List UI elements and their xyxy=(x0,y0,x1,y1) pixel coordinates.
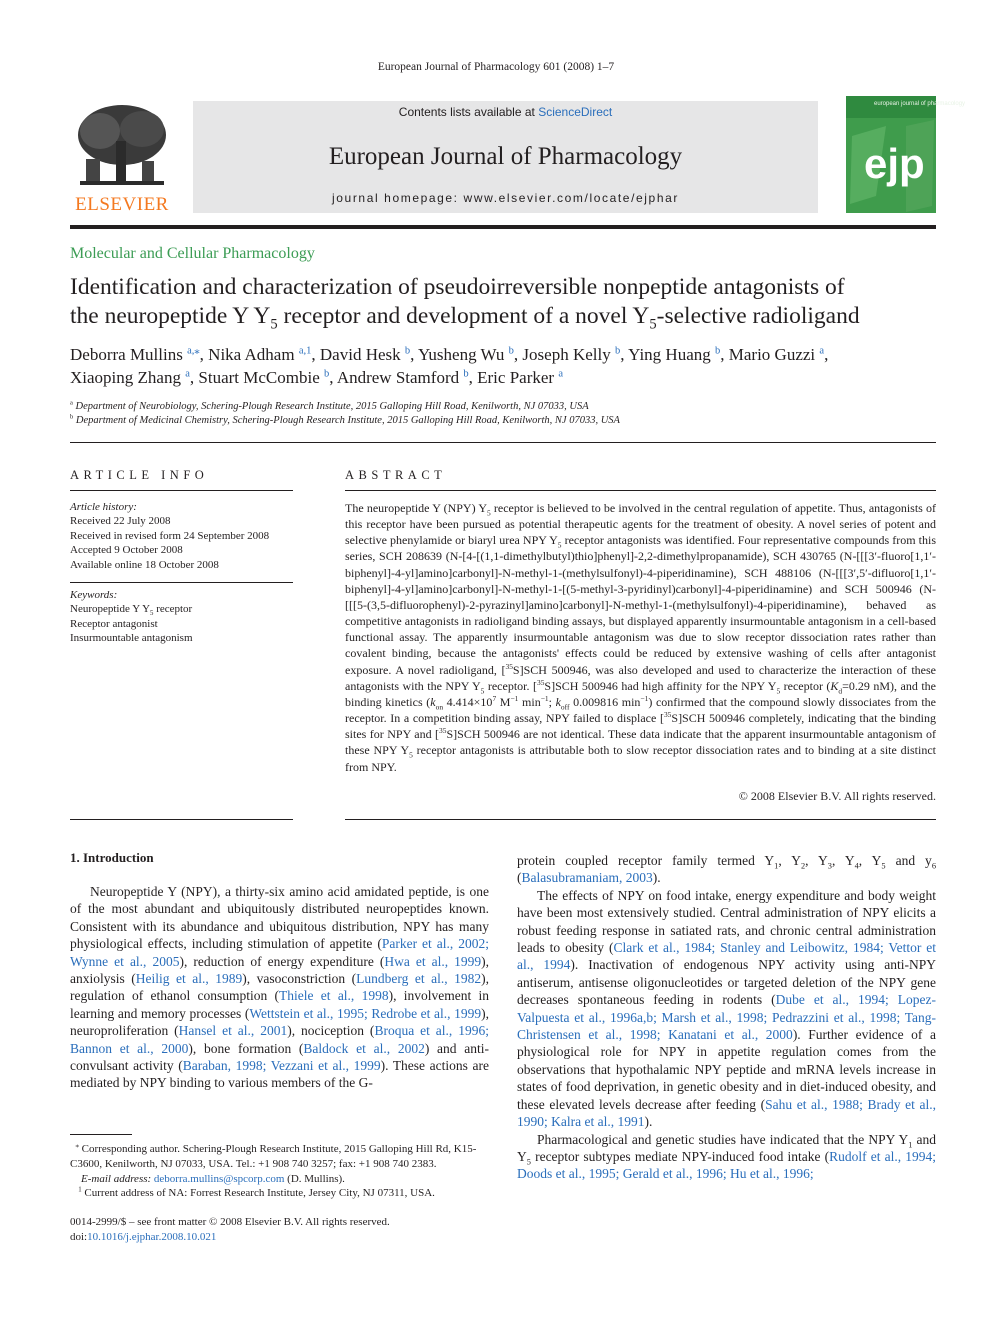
citation-link[interactable]: Baldock et al., 2002 xyxy=(303,1040,425,1056)
doi-line: doi:10.1016/j.ejphar.2008.10.021 xyxy=(70,1230,217,1243)
body-column-right xyxy=(517,852,936,1183)
affiliation: $^b$ Department of Medicinal Chemistry, Schering-Plough Research Institute, 2015 Galloping Hill Road, Kenilworth, NJ 07033, USA xyxy=(70,413,620,426)
running-head: European Journal of Pharmacology 601 (2008) 1–7 xyxy=(377,61,615,73)
keyword: Receptor antagonist xyxy=(70,617,158,630)
section-label: Molecular and Cellular Pharmacology xyxy=(70,245,315,262)
citation-link[interactable]: Rudolf et al., 1994; Doods et al., 1995; Gerald et al., 1996; Hu et al., 1996; xyxy=(517,1148,936,1182)
journal-masthead xyxy=(193,101,818,213)
citation-link[interactable]: Sahu et al., 1988; Brady et al., 1990; Kalra et al., 1991 xyxy=(517,1096,937,1130)
paragraph: Neuropeptide Y (NPY), a thirty-six amino acid amidated peptide, is one of the most abundant and ubiquitously distributed neuropeptides known. Consistent with its abundance and ubiquitous distribution, NPY has many physiological effects, including stimulation of appetite (Parker et al., 2002; Wynne et al., 2005), reduction of energy expenditure (Hwa et al., 1999), anxiolysis (Heilig et al., 1989), vasoconstriction (Lundberg et al., 1982), regulation of ethanol consumption (Thiele et al., 1998), involvement in learning and memory processes (Wettstein et al., 1995; Redrobe et al., 1999), neuroproliferation (Hansel et al., 2001), nociception (Broqua et al., 1996; Bannon et al., 2000), bone formation (Baldock et al., 2002) and anti-convulsant activity (Baraban, 1998; Vezzani et al., 1999). These actions are mediated by NPY binding to various members of the G- xyxy=(70,884,490,1091)
citation-link[interactable]: Parker et al., 2002; Wynne et al., 2005 xyxy=(70,936,489,969)
author[interactable]: Joseph Kelly $^b$ xyxy=(522,345,621,364)
keyword: Insurmountable antagonism xyxy=(70,632,193,645)
author[interactable]: Eric Parker $^a$ xyxy=(477,368,563,387)
keyword: Neuropeptide Y $Y_5$ receptor xyxy=(70,603,193,618)
citation-link[interactable]: Dube et al., 1994; Lopez-Valpuesta et al., 1996a,b; Marsh et al., 1998; Pedrazzini et al., 1998; Tang-Christensen et al., 1998; Kanatani et al., 2000 xyxy=(517,992,936,1043)
affiliation: $^a$ Department of Neurobiology, Schering-Plough Research Institute, 2015 Galloping Hill Road, Kenilworth, NJ 07033, USA xyxy=(70,399,589,412)
elsevier-wordmark: ELSEVIER xyxy=(75,194,169,215)
author[interactable]: Nika Adham $^{a,1}$ xyxy=(208,345,312,364)
author[interactable]: Stuart McCombie $^b$ xyxy=(198,368,330,387)
affiliations xyxy=(70,400,940,428)
citation-link[interactable]: Broqua et al., 1996; Bannon et al., 2000 xyxy=(70,1023,489,1056)
contents-availability xyxy=(193,105,818,119)
body-column-left xyxy=(70,883,489,1092)
footnote-rule xyxy=(70,1134,132,1135)
elsevier-tree-icon xyxy=(70,101,174,191)
citation-link[interactable]: Heilig et al., 1989 xyxy=(135,971,243,987)
address-note: $^1$ Current address of NA: Forrest Research Institute, Jersey City, NJ 07311, USA. xyxy=(78,1186,435,1200)
masthead-rule xyxy=(70,225,936,229)
paragraph: protein coupled receptor family termed $Y_1$, $Y_2$, $Y_3$, $Y_4$, $Y_5$ and $y_6$ (Balasubramaniam, 2003). xyxy=(517,853,936,886)
author[interactable]: Mario Guzzi $^a$ xyxy=(728,345,825,364)
email-note: E-mail address: deborra.mullins@spcorp.com (D. Mullins). xyxy=(81,1172,345,1185)
article-title: Identification and characterization of pseudoirreversible nonpeptide antagonists of the neuropeptide Y $Y_5$ receptor and development of a novel $Y_5$-selective radioligand xyxy=(70,274,860,333)
info-rule xyxy=(70,490,293,491)
journal-cover[interactable] xyxy=(846,96,966,213)
copyright: © 2008 Elsevier B.V. All rights reserved. xyxy=(738,789,936,803)
author[interactable]: Deborra Mullins $^{a,⁎}$ xyxy=(70,345,200,364)
citation-link[interactable]: Balasubramaniam, 2003 xyxy=(521,870,653,886)
header-rule xyxy=(70,442,936,443)
author-list: Deborra Mullins $^{a,⁎}$, Nika Adham $^{a,1}$, David Hesk $^b$, Yusheng Wu $^b$, Joseph Kelly $^b$, Ying Huang $^b$, Mario Guzzi $^a$, Xiaoping Zhang $^a$, Stuart McCombie $^b$, Andrew Stamford $^b$, Eric Parker $^a$ xyxy=(70,345,829,387)
doi-link[interactable]: 10.1016/j.ejphar.2008.10.021 xyxy=(87,1230,217,1243)
abstract-text: The neuropeptide Y (NPY) $Y_5$ receptor is believed to be involved in the central regulation of appetite. Thus, antagonists of this receptor have been pursued as potential therapeutic agents for the treatment of obesity. A novel series of potent and selective phenylamide or biaryl urea NPY $Y_5$ receptor antagonists was identified. Four representative compounds from this series, SCH 208639 (N-[4-[(1,1-dimethylbutyl)thio]phenyl]-2,2-dimethylpropanamide), SCH 430765 (N-[[[3′-fluoro[1,1′-biphenyl]-4-yl]amino]carbonyl]-N-methyl-1-(methylsulfonyl)-4-piperidinamine), SCH 488106 (N-[[[3′,5′-difluoro[1,1′-biphenyl]-4-yl]amino]carbonyl]-N-methyl-1-[(5-methyl-3-pyridinyl)carbonyl]-4-piperidinamine) and SCH 500946 (N-[[[5-(3,5-difluorophenyl)-2-pyrazinyl]amino]carbonyl]-N-methyl-1-(methylsulfonyl)-4-piperidinamine), behaved as competitive antagonists in radioligand binding assays, but displayed apparently insurmountable antagonism in a cell-based functional assay. The apparently insurmountable antagonism was due to slow receptor dissociation rates rather than covalent binding, because the antagonists' effects could be reduced by extensive washing of cells after antagonist exposure. A novel radioligand, [$^{35}$S]SCH 500946, was also developed and used to characterize the interaction of these antagonists with the NPY $Y_5$ receptor. [$^{35}$S]SCH 500946 had high affinity for the NPY $Y_5$ receptor ($K_d=0.29$ nM), and the binding kinetics ($k_{on}$ $4.414\times 10^7$ $M^{-1}$ $\min^{-1}$; $k_{off}$ 0.009816 $\min^{-1}$) confirmed that the compound slowly dissociates from the receptor. In a competition binding assay, NPY failed to displace [$^{35}$S]SCH 500946 completely, indicating that the binding sites for NPY and [$^{35}$S]SCH 500946 are not identical. These data indicate that the apparent insurmountable antagonism of these NPY $Y_5$ receptor antagonists is attributable both to slow receptor dissociation rates and to binding at a site distinct from NPY. xyxy=(345,501,937,774)
author[interactable]: Ying Huang $^b$ xyxy=(628,345,721,364)
citation-link[interactable]: Lundberg et al., 1982 xyxy=(356,971,482,987)
author[interactable]: Yusheng Wu $^b$ xyxy=(418,345,514,364)
abstract-heading: ABSTRACT xyxy=(345,468,447,482)
author[interactable]: Andrew Stamford $^b$ xyxy=(336,368,469,387)
citation-link[interactable]: Clark et al., 1984; Stanley and Leibowitz, 1984; Vettor et al., 1994 xyxy=(517,940,937,973)
introduction-heading: 1. Introduction xyxy=(70,850,154,865)
paragraph: The effects of NPY on food intake, energy expenditure and body weight have been most extensively studied. Central administration of NPY elicits a robust feeding response in satiated rats, and chronic central administration leads to obesity (Clark et al., 1984; Stanley and Leibowitz, 1984; Vettor et al., 1994). Inactivation of endogenous NPY activity using anti-NPY antiserum, antisense oligonucleotides or targeted deletion of the NPY gene decreases spontaneous feeding in rodents (Dube et al., 1994; Lopez-Valpuesta et al., 1996a,b; Marsh et al., 1998; Pedrazzini et al., 1998; Tang-Christensen et al., 1998; Kanatani et al., 2000). Further evidence of a physiological role for NPY in appetite regulation comes from the observations that hypothalamic NPY peptide and mRNA levels increase in states of food deprivation, in genetic obesity and in diet-induced obesity, and these elevated levels decrease after feeding (Sahu et al., 1988; Brady et al., 1990; Kalra et al., 1991). xyxy=(517,887,937,1130)
paragraph: Pharmacological and genetic studies have indicated that the NPY $Y_1$ and $Y_5$ receptor subtypes mediate NPY-induced food intake (Rudolf et al., 1994; Doods et al., 1995; Gerald et al., 1996; Hu et al., 1996; xyxy=(517,1131,936,1182)
citation-link[interactable]: Baraban, 1998; Vezzani et al., 1999 xyxy=(182,1058,381,1074)
corresponding-author-note: ⁎ Corresponding author. Schering-Plough Research Institute, 2015 Galloping Hill Rd, K15-C3600, Kenilworth, NJ 07033, USA. Tel.: +1 908 740 3257; fax: +1 908 740 2383. xyxy=(70,1142,477,1170)
journal-title[interactable]: European Journal of Pharmacology xyxy=(328,143,683,170)
info-rule xyxy=(70,819,293,820)
info-rule xyxy=(70,582,293,583)
citation-link[interactable]: Thiele et al., 1998 xyxy=(279,988,389,1004)
footnotes xyxy=(70,1142,490,1201)
issn-line: 0014-2999/$ – see front matter © 2008 Elsevier B.V. All rights reserved. xyxy=(70,1216,390,1228)
article-info-heading: ARTICLE INFO xyxy=(70,468,209,482)
citation-link[interactable]: Hwa et al., 1999 xyxy=(384,953,482,969)
contents-prefix: Contents lists available at xyxy=(398,105,539,119)
sciencedirect-link[interactable]: ScienceDirect xyxy=(538,105,613,119)
keywords: Keywords: Neuropeptide Y $Y_5$ receptor Receptor antagonist Insurmountable antagonism xyxy=(70,588,293,646)
front-matter xyxy=(70,1215,490,1244)
article-history: Article history: Received 22 July 2008 Received in revised form 24 September 2008 Accepted 9 October 2008 Available online 18 October 2008 xyxy=(70,501,270,571)
ejp-cover-icon xyxy=(846,96,966,213)
cover-logo: ejp xyxy=(864,140,925,187)
abstract-rule xyxy=(345,819,936,820)
citation-link[interactable]: Wettstein et al., 1995; Redrobe et al., 1999 xyxy=(249,1005,482,1021)
email-link[interactable]: deborra.mullins@spcorp.com xyxy=(153,1172,285,1185)
abstract-rule xyxy=(345,490,936,491)
cover-title: european journal of pharmacology xyxy=(874,101,966,107)
elsevier-logo[interactable] xyxy=(70,101,174,214)
journal-homepage[interactable]: journal homepage: www.elsevier.com/locate/ejphar xyxy=(332,191,679,205)
author[interactable]: Xiaoping Zhang $^a$ xyxy=(70,368,190,387)
author[interactable]: David Hesk $^b$ xyxy=(319,345,411,364)
citation-link[interactable]: Hansel et al., 2001 xyxy=(178,1023,288,1039)
